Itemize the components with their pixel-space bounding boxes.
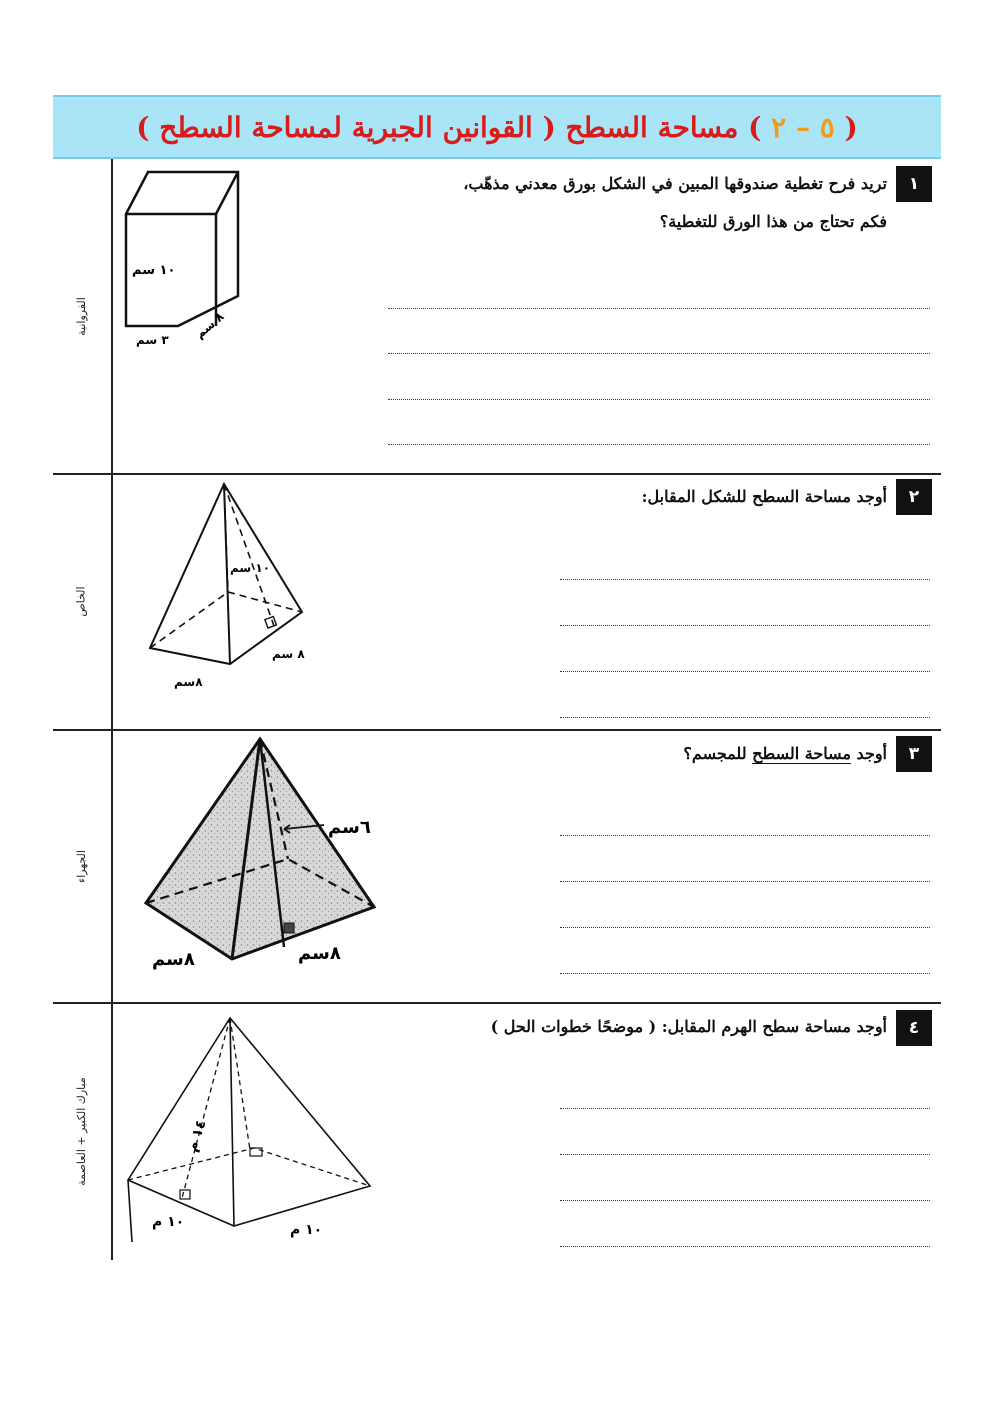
answer-line (388, 444, 930, 445)
pyramid-base-right-label: ١٠ م (290, 1222, 323, 1238)
left-column-divider (111, 159, 113, 1260)
row-divider (53, 729, 941, 731)
question-number: ١ (896, 166, 932, 202)
box-figure (118, 166, 248, 356)
answer-line (560, 625, 930, 626)
answer-line (388, 308, 930, 309)
question-text-part: أوجد (850, 744, 887, 763)
square-pyramid-figure (138, 478, 318, 690)
answer-line (560, 579, 930, 580)
question-number: ٣ (896, 736, 932, 772)
pyramid-base-left-label: ١٠ م (152, 1214, 185, 1230)
side-label-q4: مبارك الكبير + العاصمة (74, 1077, 88, 1186)
question-text-line1 (367, 738, 887, 770)
answer-line (560, 1246, 930, 1247)
pyramid-slant-label: ٦سم (328, 817, 371, 838)
pyramid-slant-label: ١٠ سم (230, 561, 271, 575)
box-height-label: ١٠ سم (132, 263, 176, 278)
answer-line (388, 399, 930, 400)
answer-line (388, 353, 930, 354)
answer-line (560, 881, 930, 882)
answer-line (560, 1154, 930, 1155)
page-title (136, 111, 857, 144)
question-text-line1: أوجد مساحة السطح للشكل المقابل: (641, 487, 887, 506)
pyramid-base-left-label: ٨سم (152, 949, 195, 970)
row-divider (53, 473, 941, 475)
pyramid-base-left-label: ٨سم (174, 675, 203, 689)
question-text-line1: أوجد مساحة سطح الهرم المقابل: ( موضحًا خطوات الحل ) (490, 1017, 887, 1036)
side-label-q3: الجهراء (74, 849, 88, 883)
title-lesson-code: ٥ – ٢ (771, 110, 835, 144)
title-paren: ( (834, 110, 858, 144)
answer-line (560, 1108, 930, 1109)
side-label-q1: الفروانية (74, 296, 88, 336)
answer-line (560, 717, 930, 718)
question-number: ٤ (896, 1010, 932, 1046)
question-number: ٢ (896, 479, 932, 515)
row-divider (53, 1002, 941, 1004)
question-text-line1: تريد فرح تغطية صندوقها المبين في الشكل بورق معدني مذهّب، (463, 174, 887, 193)
side-label-q2: الخاص (74, 586, 88, 617)
question-text-part: للمجسم؟ (683, 744, 753, 763)
answer-line (560, 927, 930, 928)
answer-line (560, 835, 930, 836)
answer-line (560, 671, 930, 672)
pyramid-base-right-label: ٨سم (298, 943, 341, 964)
answer-line (560, 973, 930, 974)
pyramid-figure (118, 1008, 398, 1248)
box-width-label: ٣ سم (136, 333, 169, 347)
box-depth-label: ٨ سم (192, 309, 227, 342)
title-text: ) مساحة السطح ( القوانين الجبرية لمساحة السطح ) (136, 110, 772, 144)
question-text-line2: فكم تحتاج من هذا الورق للتغطية؟ (659, 212, 887, 231)
pyramid-base-right-label: ٨ سم (272, 647, 305, 661)
shaded-pyramid-figure (138, 733, 388, 973)
page-title-bar (53, 95, 941, 159)
answer-line (560, 1200, 930, 1201)
pyramid-slant-label: ١٤ م (184, 1118, 210, 1154)
question-text-underlined: مساحة السطح (752, 744, 851, 763)
